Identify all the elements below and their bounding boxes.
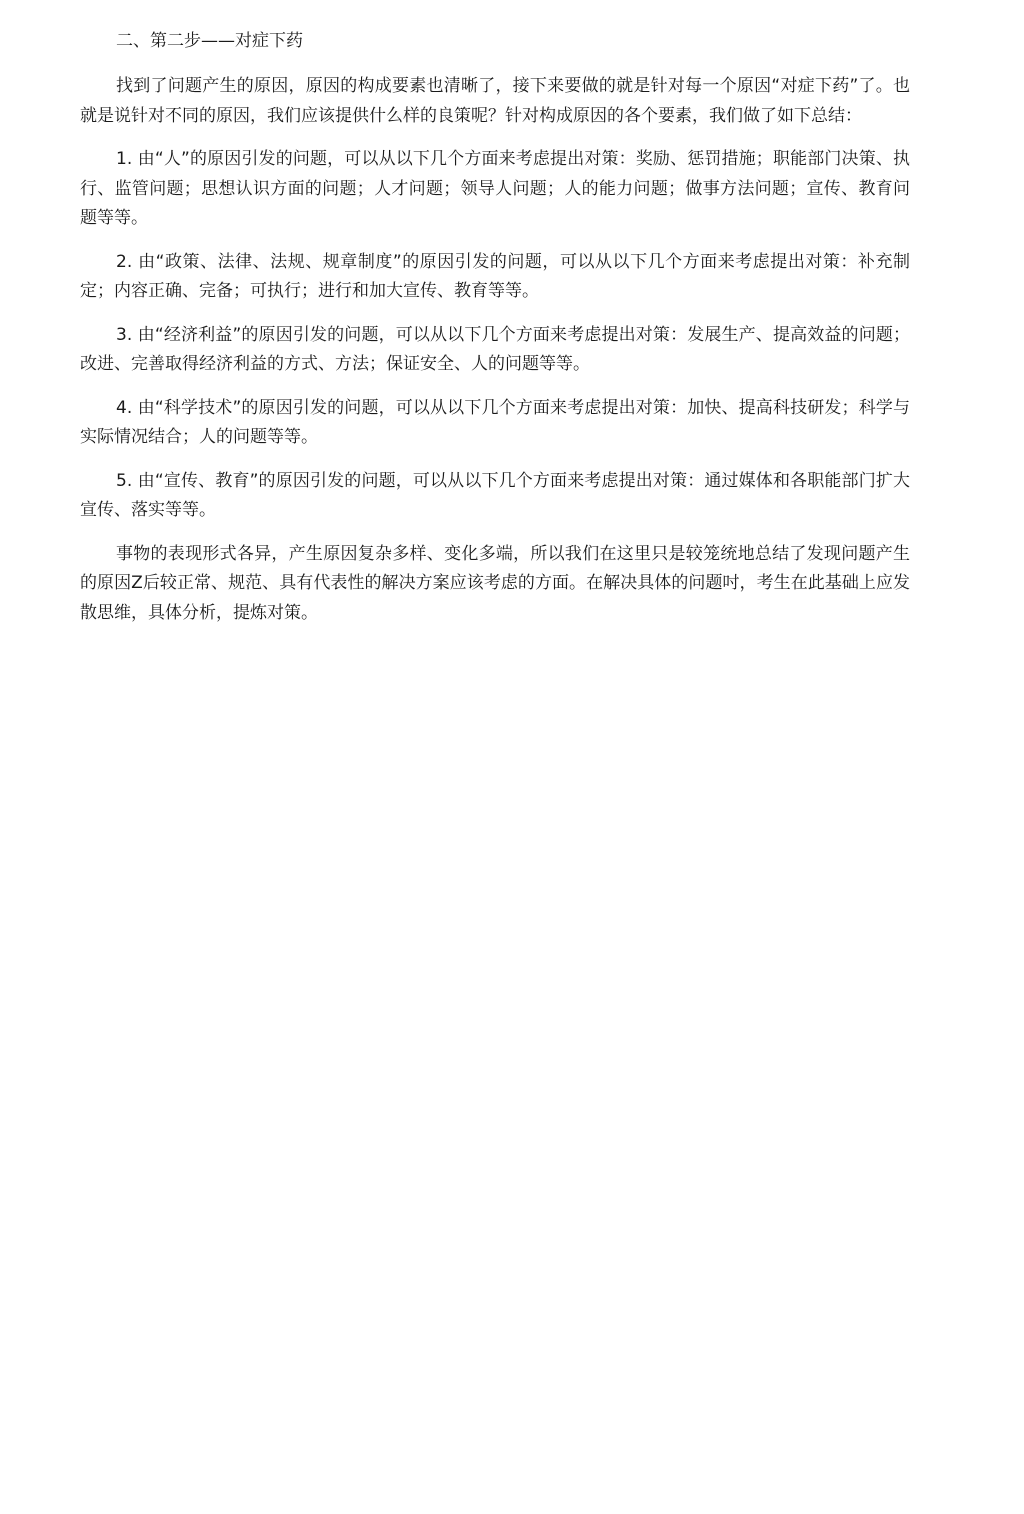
item-economy-paragraph: 3. 由“经济利益”的原因引发的问题，可以从以下几个方面来考虑提出对策：发展生产、提高效益的问题；改进、完善取得经济利益的方式、方法；保证安全、人的问题等等。 (80, 324, 910, 374)
item-technology-paragraph: 4. 由“科学技术”的原因引发的问题，可以从以下几个方面来考虑提出对策：加快、提高科技研发；科学与实际情况结合；人的问题等等。 (80, 397, 910, 447)
intro-paragraph: 找到了问题产生的原因，原因的构成要素也清晰了，接下来要做的就是针对每一个原因“对症下药”了。也就是说针对不同的原因，我们应该提供什么样的良策呢？针对构成原因的各个要素，我们做了如下总结： (80, 76, 910, 126)
item-education-paragraph: 5. 由“宣传、教育”的原因引发的问题，可以从以下几个方面来考虑提出对策：通过媒体和各职能部门扩大宣传、落实等等。 (80, 470, 910, 520)
item-people-paragraph: 1. 由“人”的原因引发的问题，可以从以下几个方面来考虑提出对策：奖励、惩罚措施；职能部门决策、执行、监管问题；思想认识方面的问题；人才问题；领导人问题；人的能力问题；做事方法问题；宣传、教育问题等等。 (80, 149, 910, 228)
section-heading: 二、第二步——对症下药 (116, 31, 303, 51)
item-policy-paragraph: 2. 由“政策、法律、法规、规章制度”的原因引发的问题，可以从以下几个方面来考虑提出对策：补充制定；内容正确、完备；可执行；进行和加大宣传、教育等等。 (80, 251, 910, 301)
document-page (80, 26, 910, 642)
conclusion-paragraph: 事物的表现形式各异，产生原因复杂多样、变化多端，所以我们在这里只是较笼统地总结了发现问题产生的原因Z后较正常、规范、具有代表性的解决方案应该考虑的方面。在解决具体的问题吋，考生在此基础上应发散思维，具体分析，提炼对策。 (80, 543, 910, 623)
